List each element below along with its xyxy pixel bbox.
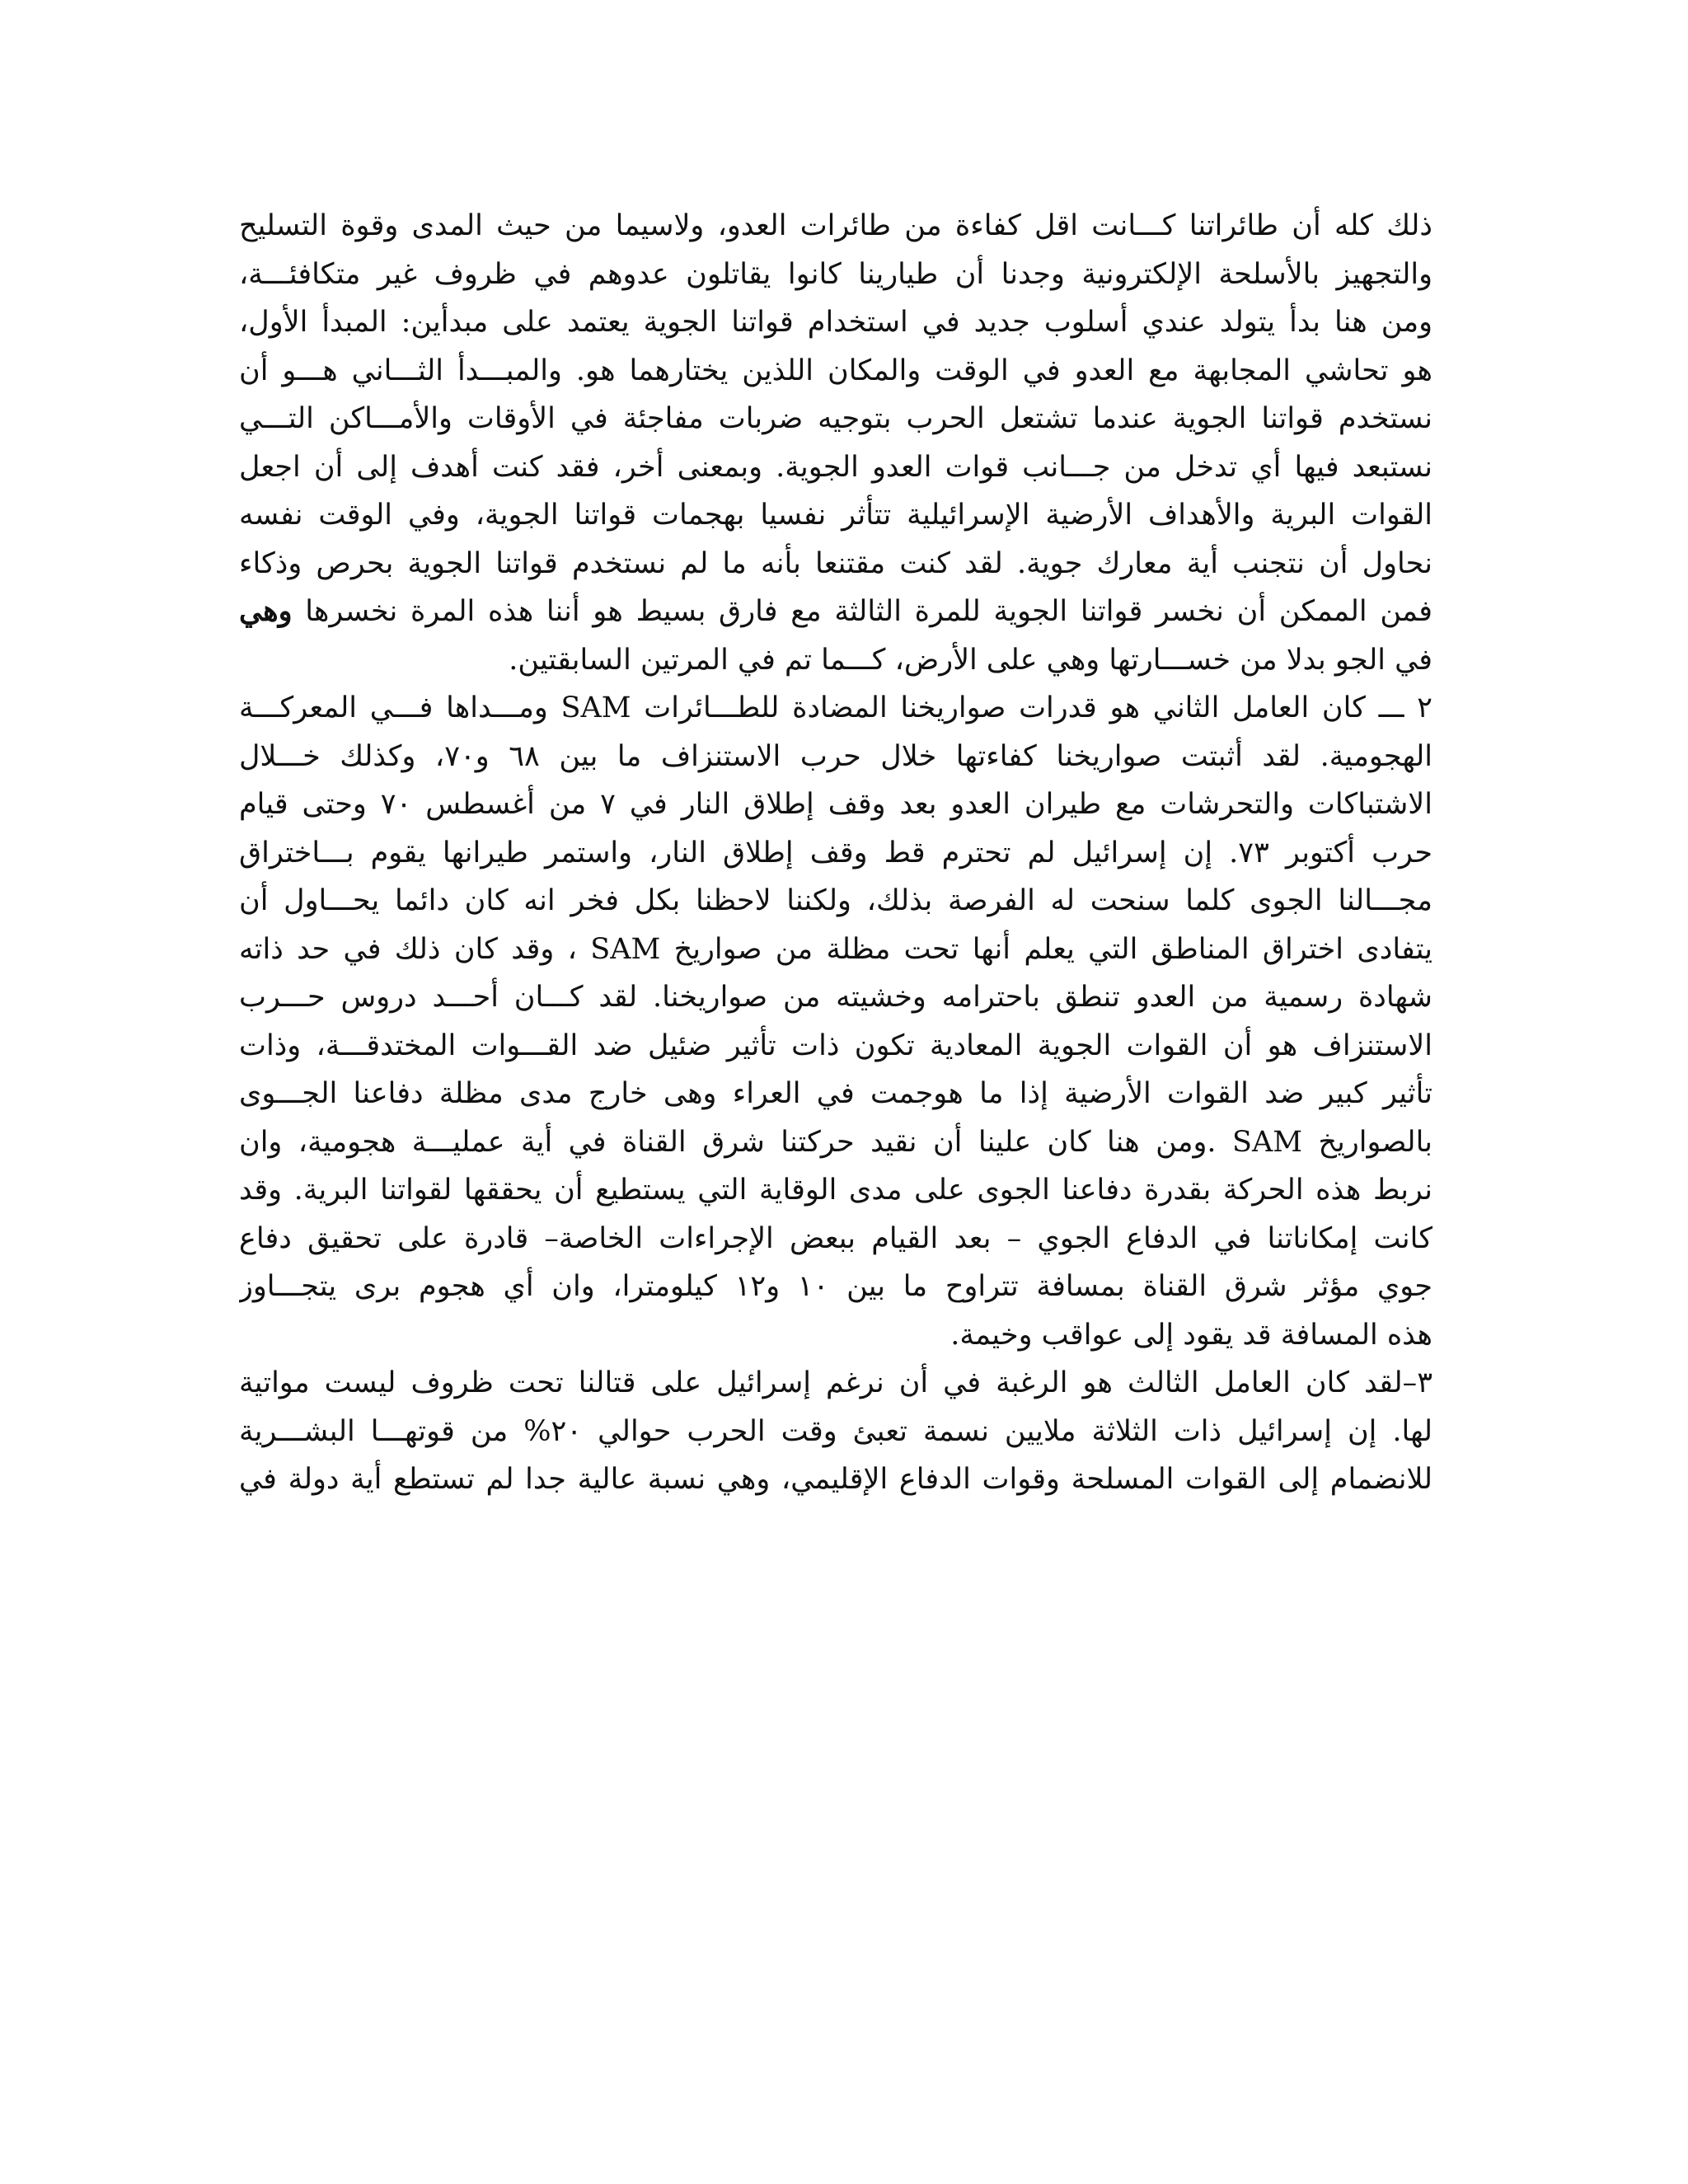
text-line-content: مجـــالنا الجوى كلما سنحت له الفرصة بذلك، ولكننا لاحظنا بكل فخر انه كان دائما يحـــاول أن — [239, 884, 1432, 917]
text-line — [239, 780, 1432, 829]
text-line-content: تأثير كبير ضد القوات الأرضية إذا ما هوجمت في العراء وهى خارج مدى مظلة دفاعنا الجـــوى — [239, 1077, 1432, 1110]
text-line-content: للانضمام إلى القوات المسلحة وقوات الدفاع الإقليمي، وهي نسبة عالية جدا لم تستطع أية دولة في — [239, 1463, 1432, 1496]
text-line-content: كانت إمكاناتنا في الدفاع الجوي – بعد القيام ببعض الإجراءات الخاصة– قادرة على تحقيق دفاع — [239, 1221, 1432, 1255]
text-line-content: يتفادى اختراق المناطق التي يعلم أنها تحت مظلة من صواريخ SAM ، وقد كان ذلك في حد ذاته — [239, 932, 1432, 966]
text-line — [239, 395, 1432, 443]
text-line-content: والتجهيز بالأسلحة الإلكترونية وجدنا أن طيارينا كانوا يقاتلون عدوهم في ظروف غير متكافئـــة، — [239, 257, 1432, 291]
text-line — [239, 202, 1432, 251]
text-line-content: الاستنزاف هو أن القوات الجوية المعادية تكون ذات تأثير ضئيل ضد القـــوات المختدقـــة، وذات — [239, 1029, 1432, 1062]
text-line — [239, 1359, 1432, 1408]
text-line-content: نستبعد فيها أي تدخل من جـــانب قوات العدو الجوية. وبمعنى أخر، فقد كنت أهدف إلى أن اجعل — [239, 450, 1432, 484]
text-line — [239, 733, 1432, 781]
text-line-content: ٢ ـــ كان العامل الثاني هو قدرات صواريخنا المضادة للطـــائرات SAM ومـــداها فـــي المعركـــة — [239, 691, 1432, 724]
text-line — [239, 1022, 1432, 1071]
text-line — [239, 1215, 1432, 1263]
text-line — [239, 251, 1432, 299]
text-line-content: فمن الممكن أن نخسر قواتنا الجوية للمرة الثالثة مع فارق بسيط هو أننا هذه المرة نخسرها — [305, 595, 1432, 628]
text-line — [239, 829, 1432, 878]
text-line — [239, 1455, 1432, 1504]
text-line — [239, 1118, 1432, 1167]
text-line — [239, 540, 1432, 588]
text-line-content: نربط هذه الحركة بقدرة دفاعنا الجوى على مدى الوقاية التي يستطيع أن يحققها لقواتنا البرية. وقد — [239, 1174, 1432, 1207]
text-line-content: حرب أكتوبر ٧٣. إن إسرائيل لم تحترم قط وقف إطلاق النار، واستمر طيرانها يقوم بـــاختراق — [239, 836, 1432, 869]
text-line-content: في الجو بدلا من خســـارتها وهي على الأرض، كـــما تم في المرتين السابقتين. — [509, 643, 1432, 677]
text-line — [239, 684, 1432, 733]
text-line-content: القوات البرية والأهداف الأرضية الإسرائيلية تتأثر نفسيا بهجمات قواتنا الجوية، وفي الوقت نفسه — [239, 499, 1432, 532]
text-line-content: الهجومية. لقد أثبتت صواريخنا كفاءتها خلال حرب الاستنزاف ما بين ٦٨ و٧٠، وكذلك خـــلال — [239, 739, 1432, 773]
text-line-content: ومن هنا بدأ يتولد عندي أسلوب جديد في استخدام قواتنا الجوية يعتمد على مبدأين: المبدأ الأول، — [239, 306, 1432, 339]
text-line — [239, 1311, 1432, 1360]
text-line-content: شهادة رسمية من العدو تنطق باحترامه وخشيته من صواريخنا. لقد كـــان أحـــد دروس حـــرب — [239, 981, 1432, 1014]
text-line — [239, 1263, 1432, 1311]
text-line-content: نحاول أن نتجنب أية معارك جوية. لقد كنت مقتنعا بأنه ما لم نستخدم قواتنا الجوية بحرص وذكاء — [239, 546, 1432, 580]
text-line-content: ٣–لقد كان العامل الثالث هو الرغبة في أن نرغم إسرائيل على قتالنا تحت ظروف ليست مواتية — [239, 1366, 1432, 1399]
text-line — [239, 298, 1432, 347]
text-line — [239, 1070, 1432, 1118]
text-line-content: جوي مؤثر شرق القناة بمسافة تتراوح ما بين ١٠ و١٢ كيلومترا، وان أي هجوم برى يتجـــاوز — [239, 1270, 1432, 1303]
bold-word: وهي — [239, 594, 293, 628]
text-line — [239, 926, 1432, 974]
text-line — [239, 588, 1432, 636]
text-line — [239, 1166, 1432, 1215]
text-line-content: نستخدم قواتنا الجوية عندما تشتعل الحرب بتوجيه ضربات مفاجئة في الأوقات والأمـــاكن التـــي — [239, 402, 1432, 435]
text-line — [239, 347, 1432, 396]
text-line — [239, 443, 1432, 492]
text-line — [239, 491, 1432, 540]
text-line-content: الاشتباكات والتحرشات مع طيران العدو بعد وقف إطلاق النار في ٧ من أغسطس ٧٠ وحتى قيام — [239, 788, 1432, 821]
body-text — [239, 202, 1432, 1504]
text-line-content: لها. إن إسرائيل ذات الثلاثة ملايين نسمة تعبئ وقت الحرب حوالي ٢٠% من قوتهـــا البشـــرية — [239, 1414, 1432, 1448]
text-line-content: هذه المسافة قد يقود إلى عواقب وخيمة. — [950, 1318, 1432, 1352]
text-line-content: بالصواريخ SAM .ومن هنا كان علينا أن نقيد حركتنا شرق القناة في أية عمليـــة هجومية، وان — [239, 1125, 1432, 1159]
text-line — [239, 877, 1432, 926]
text-line-content: ذلك كله أن طائراتنا كـــانت اقل كفاءة من طائرات العدو، ولاسيما من حيث المدى وقوة التسليح — [239, 209, 1432, 242]
text-line — [239, 1408, 1432, 1456]
text-line-content: هو تحاشي المجابهة مع العدو في الوقت والمكان اللذين يختارهما هو. والمبـــدأ الثـــاني هـــو أن — [239, 354, 1432, 387]
text-line — [239, 973, 1432, 1022]
text-line — [239, 636, 1432, 685]
